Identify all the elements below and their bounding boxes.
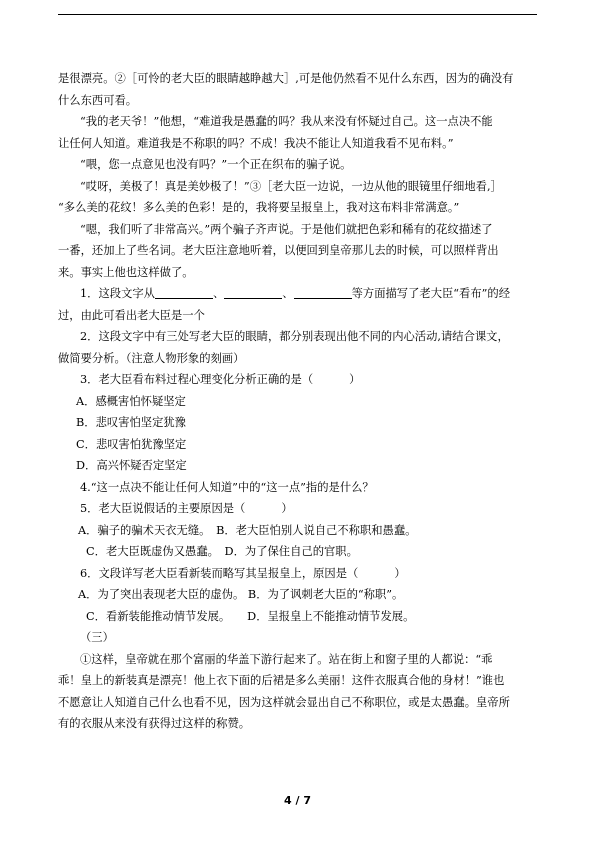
- text-line: 过，由此可看出老大臣是一个: [58, 308, 205, 322]
- document-body: [58, 68, 538, 735]
- question-2: 2．这段文字中有三处写老大臣的眼睛，都分别表现出他不同的内心活动,请结合课文，: [80, 330, 509, 343]
- answer-blank[interactable]: [294, 286, 352, 299]
- text-line: 不愿意让人知道自己什么也看不见，因为这样就会显出自己不称职位，或是太愚蠢。皇帝所: [58, 695, 510, 709]
- question-text: 5．老大臣说假话的主要原因是（: [80, 502, 246, 515]
- text-line: 来。事实上他也这样做了。: [58, 265, 194, 279]
- answer-blank[interactable]: [224, 286, 282, 299]
- text-line: 做简要分析。（注意人物形象的刻画）: [58, 351, 245, 365]
- question-6: [58, 563, 538, 585]
- options-cd: C．老大臣既虚伪又愚蠢。 D．为了保住自己的官职。: [86, 545, 358, 558]
- page-number: 4 / 7: [284, 794, 311, 807]
- question-1: [58, 283, 538, 305]
- text-line: “嗯，我们听了非常高兴。”两个骗子齐声说。于是他们就把色彩和稀有的花纹描述了: [80, 222, 493, 236]
- text-line: 有的衣服从来没有获得过这样的称赞。: [58, 717, 251, 730]
- text-line: “哎呀，美极了！真是美妙极了！”③［老大臣一边说，一边从他的眼镜里仔细地看,］: [80, 179, 502, 193]
- paren-close: ）: [394, 566, 406, 580]
- question-text: 等方面描写了老大臣“看布”的经: [351, 287, 511, 300]
- text-line: “我的老天爷！”他想，“难道我是愚蠢的吗？我从来没有怀疑过自己。这一点决不能: [80, 115, 493, 128]
- text-line: 是很漂亮。②［可怜的老大臣的眼睛越睁越大］,可是他仍然看不见什么东西，因为的确没有: [58, 72, 514, 85]
- question-5: [58, 498, 538, 520]
- options-ab: A．为了突出表现老大臣的虚伪。 B．为了讽刺老大臣的“称职”。: [78, 588, 404, 601]
- options-cd: C．看新装能推动情节发展。 D．呈报皇上不能推动情节发展。: [86, 609, 415, 623]
- section-heading: （三）: [80, 631, 114, 644]
- header-rule: [58, 14, 537, 15]
- question-4: 4.“这一点决不能让任何人知道”中的“这一点”指的是什么？: [80, 480, 374, 494]
- option-a: A．感概害怕怀疑坚定: [76, 394, 186, 408]
- options-ab: A．骗子的骗术天衣无缝。 B．老大臣怕别人说自己不称职和愚蠢。: [78, 523, 417, 537]
- question-3: [58, 369, 538, 391]
- paren-close: ）: [281, 502, 293, 515]
- option-b: B．悲叹害怕坚定犹豫: [76, 416, 186, 429]
- separator: 、: [282, 287, 294, 300]
- text-line: 乖！皇上的新装真是漂亮！他上衣下面的后裙是多么美丽！这件衣服真合他的身材！”谁也: [58, 674, 505, 687]
- separator: 、: [212, 287, 225, 300]
- text-line: “多么美的花纹！多么美的色彩！是的，我将要呈报皇上，我对这布料非常满意。”: [58, 201, 460, 214]
- option-c: C．悲叹害怕犹豫坚定: [76, 437, 187, 451]
- text-line: ①这样，皇帝就在那个富丽的华盖下游行起来了。站在街上和窗子里的人都说：“乖: [80, 652, 493, 666]
- answer-blank[interactable]: [155, 286, 213, 299]
- question-text: 6．文段详写老大臣看新装而略写其呈报皇上，原因是（: [80, 566, 359, 580]
- text-line: 什么东西可看。: [58, 93, 138, 107]
- question-text: 1．这段文字从: [80, 287, 155, 300]
- paren-close: ）: [349, 373, 361, 386]
- text-line: 让任何人知道。难道我是不称职的吗？不成！我决不能让人知道我看不见布料。”: [58, 136, 454, 150]
- option-d: D．高兴怀疑否定坚定: [76, 459, 187, 472]
- question-text: 3．老大臣看布料过程心理变化分析正确的是（: [80, 373, 314, 386]
- text-line: “喂，您一点意见也没有吗？”一个正在织布的骗子说。: [80, 158, 352, 171]
- text-line: 一番，还加上了些名词。老大臣注意地听着，以便回到皇帝那儿去的时候，可以照样背出: [58, 244, 499, 257]
